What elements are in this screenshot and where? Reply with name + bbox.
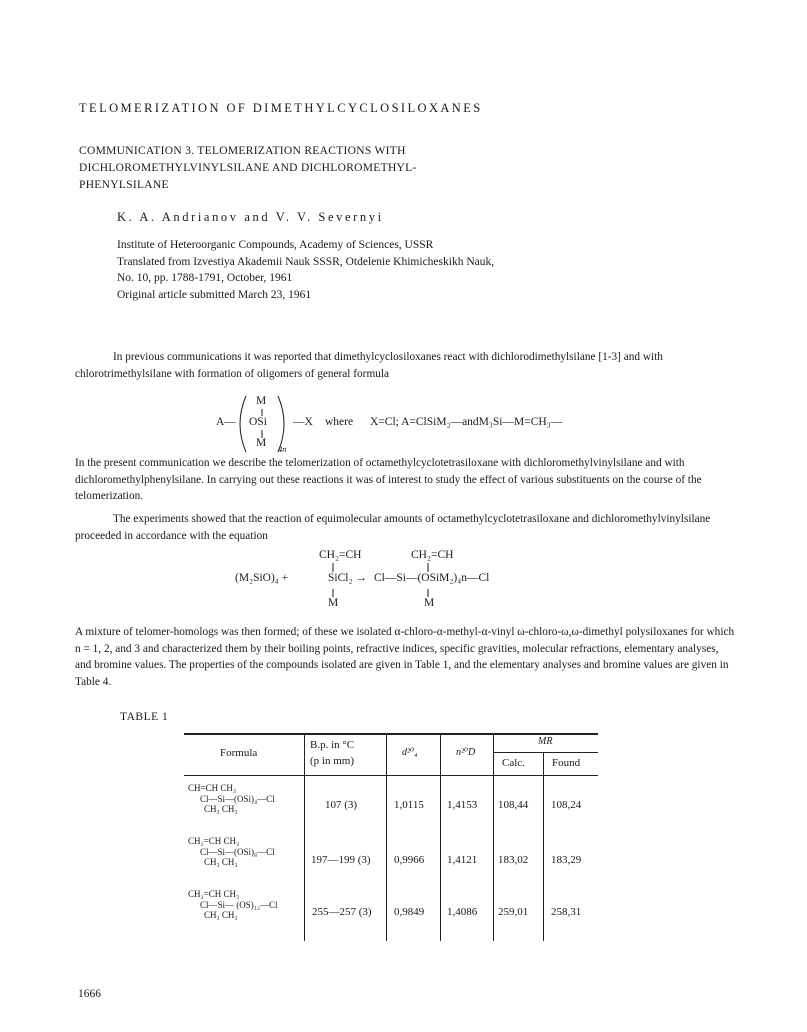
table-row [184,836,306,868]
table-col-rule [440,733,441,941]
row-density: 0,9849 [394,906,425,918]
header-found: Found [552,757,581,769]
affiliation-line: Original article submitted March 23, 1961 [117,288,312,301]
table-1 [184,733,598,941]
equation-sicl2: SiCl₂ → [328,572,367,584]
table-header-rule [184,775,598,776]
table-col-rule [543,752,544,941]
formula-m-top: M [256,395,267,407]
formula-osi: OSi [249,416,267,428]
equation-m2: M [424,597,435,609]
row-formula-line: CH₃ CH₃ [204,804,238,814]
affiliation-block [117,237,494,303]
row-formula-line: Cl—Si—(OSi)₈—Cl [200,846,275,857]
header-formula: Formula [220,747,258,759]
row-mr-found: 108,24 [551,799,582,811]
table-caption: TABLE 1 [120,711,169,723]
header-mr: MR [538,736,553,747]
paragraph-1: In previous communications it was reported that dimethylcyclosiloxanes react with dichlorodimethylsilane [1-3] and with chlorotrimethylsilane with formation of oligomers of general formula [75,351,663,380]
formula-x: —X [293,416,313,428]
row-refractive-index: 1,4121 [447,854,478,866]
row-formula-line: CH₃ CH₃ [204,857,238,867]
row-formula-line: Cl—Si— (OS)₁₂—Cl [200,899,278,910]
row-mr-calc: 108,44 [498,799,529,811]
row-refractive-index: 1,4086 [447,906,478,918]
equation-m1: M [328,597,339,609]
paragraph-2: In the present communication we describe the telomerization of octamethylcyclotetrasiloxane with dichloromethylvinylsilane and with dichloromethylphenylsilane. In carrying out these reactions it was of interest to study the effect of various substituents on the course of the telomerization. [75,457,702,502]
page-number: 1666 [78,988,101,1000]
formula-a: A— [216,416,236,428]
header-refractive-index: n²⁰D [456,747,476,758]
paragraph-4: A mixture of telomer-homologs was then formed; of these we isolated α-chloro-α-methyl-α-vinyl ω-chloro-ω,ω-dimethyl polysiloxanes for which n = 1, 2, and 3 and characterized them by their boiling points, refractive indices, specific gravities, molecular refractions, elementary analyses, and bromine values. The properties of the compounds isolated are given in Table 1, and the elementary analyses and bromine values are given in Table 4. [75,626,735,688]
row-mr-found: 258,31 [551,906,582,918]
subtitle-line: COMMUNICATION 3. TELOMERIZATION REACTIONS WITH [79,145,406,157]
row-formula-line: CH₂=CH CH₃ [188,889,240,899]
table-top-rule [184,733,598,735]
header-bp-pressure: (p in mm) [310,755,354,767]
row-formula-line: CH=CH CH₃ [188,783,236,793]
formula-where: where [325,416,354,428]
formula-m-bottom: M [256,437,267,449]
row-formula-line: CH₃ CH₃ [204,910,238,920]
equation-product: Cl—Si—(OSiM₂)₄n—Cl [374,572,490,584]
table-col-rule [386,733,387,941]
row-mr-calc: 183,02 [498,854,529,866]
table-col-rule [493,733,494,941]
row-mr-calc: 259,01 [498,906,529,918]
row-density: 1,0115 [394,799,424,811]
equation-vinyl-reactant: CH₂=CH [319,549,362,561]
authors: K. A. Andrianov and V. V. Severnyi [117,210,384,224]
row-bp: 255—257 (3) [312,906,372,918]
row-density: 0,9966 [394,854,425,866]
equation-vinyl-product: CH₂=CH [411,549,454,561]
communication-subtitle [79,143,417,194]
equation-reactant: (M₂SiO)₄ + [235,572,289,584]
formula-subscript: 4n [278,444,287,454]
formula-definition: X=Cl; A=ClSiM₂—andM₃Si—M=CH₃— [370,416,563,428]
row-bp: 197—199 (3) [311,854,371,866]
header-bp: B.p. in °C [310,739,355,751]
header-calc: Calc. [502,757,525,769]
row-bp: 107 (3) [325,799,358,811]
affiliation-line: No. 10, pp. 1788-1791, October, 1961 [117,272,293,284]
reaction-equation [0,549,807,613]
row-mr-found: 183,29 [551,854,582,866]
subtitle-line: DICHLOROMETHYLVINYLSILANE AND DICHLOROMETHYL- [79,162,417,174]
row-formula-line: CH₂=CH CH₃ [188,836,240,846]
table-row [184,783,306,815]
table-row [184,889,306,921]
affiliation-line: Institute of Heteroorganic Compounds, Academy of Sciences, USSR [117,239,434,251]
row-formula-line: Cl—Si—(OSi)₄—Cl [200,793,275,804]
table-mr-rule [493,752,598,753]
paragraph-3: The experiments showed that the reaction of equimolecular amounts of octamethylcyclotetrasiloxane and dichloromethylvinylsilane proceeded in accordance with the equation [75,513,711,542]
row-refractive-index: 1,4153 [447,799,478,811]
paper-title: TELOMERIZATION OF DIMETHYLCYCLOSILOXANES [79,101,483,115]
general-formula [0,392,807,456]
affiliation-line: Translated from Izvestiya Akademii Nauk SSSR, Otdelenie Khimicheskikh Nauk, [117,255,495,268]
subtitle-line: PHENYLSILANE [79,179,169,191]
header-density: d²⁰₄ [402,747,418,758]
